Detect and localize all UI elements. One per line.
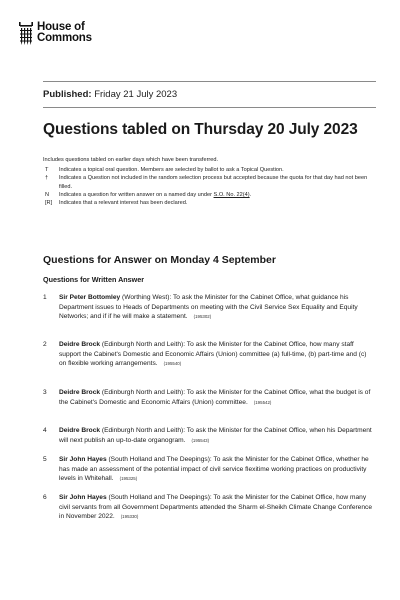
sub-heading: Questions for Written Answer <box>43 275 145 284</box>
legend-item-topical <box>43 166 373 174</box>
legend-item-named-day <box>43 191 373 199</box>
legend <box>43 156 373 207</box>
question-text: To ask the Minister for the Cabinet Office, when his Department will next publish an up-to-date organogram. <box>59 427 372 444</box>
standing-order-link[interactable]: S.O. No. 22(4) <box>213 191 250 198</box>
legend-text: Indicates a question for written answer on a named day under <box>59 191 214 198</box>
question-number: 2 <box>43 341 47 348</box>
question-item <box>43 426 376 445</box>
logo-line-1: House of <box>37 21 85 33</box>
question-number: 4 <box>43 427 47 434</box>
member-name: Sir John Hayes <box>59 494 107 501</box>
legend-symbol: [R] <box>45 200 53 207</box>
question-text: To ask the Minister for the Cabinet Office, whether he has made an assessment of the potential impact of civil service flexitime working practices on productivity levels in Whitehall. <box>59 456 369 483</box>
published-label: Published: <box>43 89 92 100</box>
question-text: To ask the Minister for the Cabinet Office, how many civil servants from all Government Departments attended the Sharm el-Sheikh Climate Change Conference in November 2022. <box>59 494 372 521</box>
member-name: Deidre Brock <box>59 389 101 396</box>
question-text: To ask the Minister for the Cabinet Office, what the budget is of the Cabinet's Domestic and Economic Affairs (Union) committee. <box>59 389 371 406</box>
question-number: 3 <box>43 389 47 396</box>
question-ref: (195542) <box>253 399 272 405</box>
question-ref: (195330) <box>120 514 139 520</box>
legend-item-dagger <box>43 174 373 190</box>
section-heading: Questions for Answer on Monday 4 September <box>43 254 276 266</box>
question-number: 1 <box>43 294 47 301</box>
legend-symbol: T <box>45 167 49 174</box>
portcullis-icon <box>19 22 33 46</box>
divider-top <box>43 81 376 82</box>
question-item <box>43 340 376 369</box>
question-ref: (195325) <box>119 476 138 482</box>
question-item <box>43 455 376 484</box>
legend-item-relevant-interest <box>43 199 373 207</box>
legend-symbol: † <box>45 175 49 182</box>
question-text: To ask the Minister for the Cabinet Office, what guidance his Department issues to Heads of Departments on meeting with the Civil Service Sex Equality and Equity Networks; and if if he will make a statement. <box>59 294 358 321</box>
constituency: (Edinburgh North and Leith): <box>100 341 186 348</box>
member-name: Sir John Hayes <box>59 456 107 463</box>
divider-bottom <box>43 107 376 108</box>
published-date: Friday 21 July 2023 <box>94 89 178 100</box>
question-ref: (195540) <box>163 361 182 367</box>
legend-text: Indicates a Question not included in the random selection process but accepted because the quota for that day had not been filled. <box>59 175 368 190</box>
legend-text: Indicates that a relevant interest has been declared. <box>59 200 188 207</box>
question-ref: (195543) <box>191 437 210 443</box>
legend-intro: Includes questions tabled on earlier days which have been transferred. <box>43 157 219 163</box>
member-name: Deidre Brock <box>59 427 101 434</box>
question-text: To ask the Minister for the Cabinet Office, how many staff support the Cabinet's Domestic and Economic Affairs (Union) committee (a) full-time, (b) part-time and (c) on flexible working arrangements. <box>59 341 367 368</box>
published-line <box>43 89 177 100</box>
question-number: 5 <box>43 456 47 463</box>
legend-text-end: . <box>249 191 252 198</box>
question-item <box>43 388 376 407</box>
question-number: 6 <box>43 494 47 501</box>
member-name: Sir Peter Bottomley <box>59 294 121 301</box>
question-item <box>43 293 376 322</box>
constituency: (Worthing West): <box>120 294 172 301</box>
constituency: (South Holland and The Deepings): <box>106 494 212 501</box>
member-name: Deidre Brock <box>59 341 101 348</box>
constituency: (South Holland and The Deepings): <box>106 456 212 463</box>
constituency: (Edinburgh North and Leith): <box>100 427 186 434</box>
page-title: Questions tabled on Thursday 20 July 2023 <box>43 121 358 138</box>
legend-text: Indicates a topical oral question. Members are selected by ballot to ask a Topical Question. <box>59 167 284 174</box>
constituency: (Edinburgh North and Leith): <box>100 389 186 396</box>
question-item <box>43 493 376 522</box>
question-ref: (195302) <box>193 314 212 320</box>
house-of-commons-logo[interactable] <box>19 22 92 46</box>
legend-symbol: N <box>45 191 50 198</box>
logo-line-2: Commons <box>37 32 92 44</box>
